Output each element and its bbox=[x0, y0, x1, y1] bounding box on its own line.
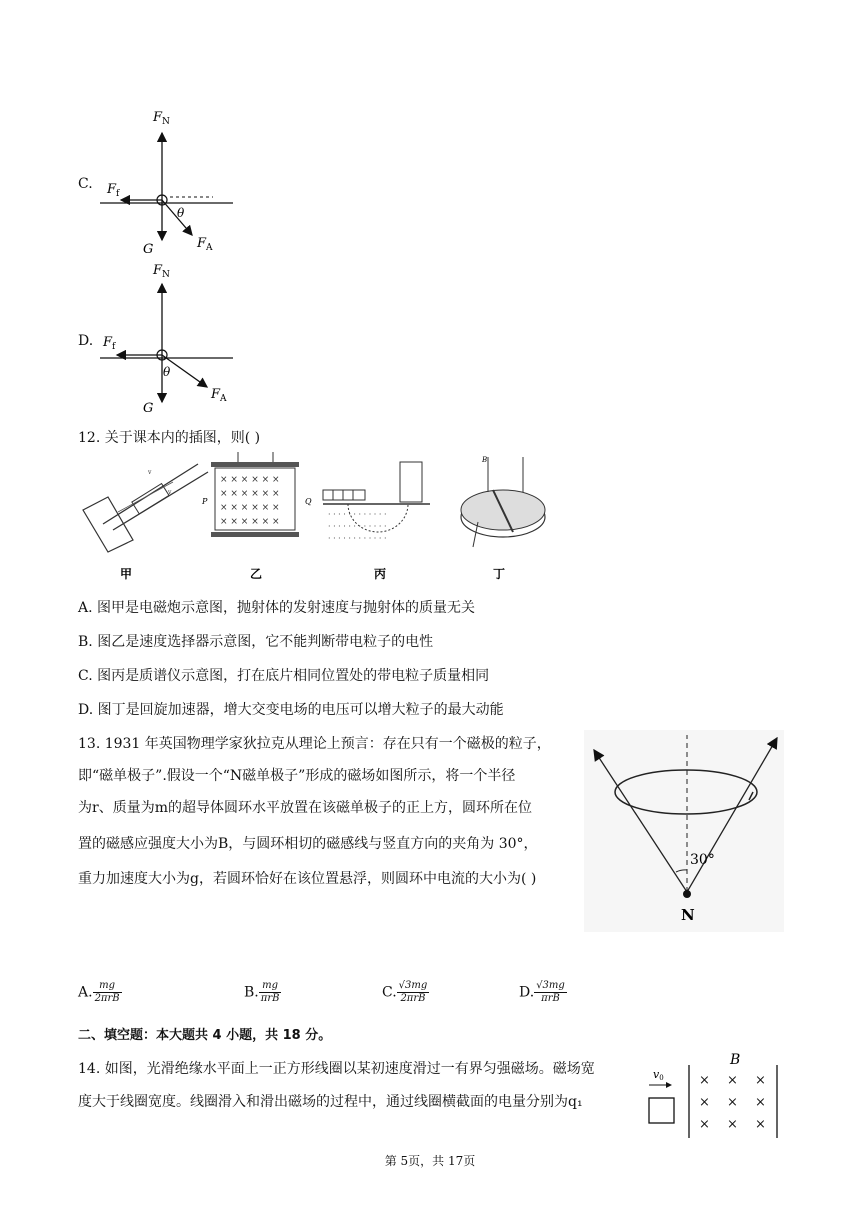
q11-option-c-force-diagram bbox=[95, 105, 245, 260]
svg-text:v: v bbox=[168, 489, 172, 496]
svg-text:×: × bbox=[755, 1095, 766, 1110]
label-bing: 丙 bbox=[374, 567, 387, 581]
svg-text:×: × bbox=[727, 1117, 738, 1132]
ff-text: F bbox=[103, 335, 113, 350]
figure-ding bbox=[461, 456, 545, 547]
svg-text:B: B bbox=[482, 456, 488, 464]
label-jia: 甲 bbox=[120, 567, 133, 581]
svg-text:×: × bbox=[699, 1095, 710, 1110]
svg-text:FA bbox=[196, 236, 213, 253]
q13-line-5: 重力加速度大小为g，若圆环恰好在该位置悬浮，则圆环中电流的大小为( ) bbox=[78, 871, 537, 887]
q11-option-d-label: D. bbox=[78, 333, 94, 349]
pole-label: N bbox=[681, 906, 695, 924]
svg-text:· · · · · · · · · · · ·: · · · · · · · · · · · · bbox=[328, 534, 387, 543]
svg-text:v0: v0 bbox=[653, 1068, 664, 1082]
fn-sub: N bbox=[162, 270, 170, 280]
fa-text: F bbox=[197, 236, 207, 251]
svg-text:P: P bbox=[202, 497, 208, 506]
svg-text:×: × bbox=[727, 1095, 738, 1110]
svg-text:×: × bbox=[699, 1117, 710, 1132]
svg-text:Ff bbox=[102, 335, 116, 352]
svg-text:· · · · · · · · · · · ·: · · · · · · · · · · · · bbox=[328, 510, 387, 519]
figure-yi bbox=[201, 452, 312, 537]
svg-text:v: v bbox=[148, 469, 152, 476]
angle-label: 30° bbox=[690, 852, 715, 868]
fn-text: F bbox=[153, 110, 163, 125]
svg-text:Ff bbox=[106, 182, 120, 199]
q13-line-4: 置的磁感应强度大小为B，与圆环相切的磁感线与竖直方向的夹角为 30°， bbox=[78, 836, 538, 852]
q13-monopole-figure bbox=[584, 730, 784, 932]
page-footer: 第 5页，共 17页 bbox=[384, 1154, 476, 1168]
g-text: G bbox=[143, 242, 154, 257]
figure-bing bbox=[323, 462, 430, 543]
fa-text: F bbox=[211, 387, 221, 402]
svg-text:×: × bbox=[755, 1073, 766, 1088]
section-heading: 二、填空题：本大题共 4 小题，共 18 分。 bbox=[78, 1028, 332, 1043]
q11-option-d-force-diagram bbox=[95, 262, 245, 422]
label-ding: 丁 bbox=[493, 567, 506, 581]
svg-text:× × × × × ×: × × × × × × bbox=[220, 517, 280, 527]
q13-option-b: B. $\frac{mg}{\text{πrB}}$ bbox=[244, 980, 280, 1004]
q12-textbook-figures bbox=[78, 452, 558, 587]
fa-sub: A bbox=[220, 394, 227, 404]
theta-text: θ bbox=[177, 206, 185, 220]
svg-text:Q: Q bbox=[305, 497, 312, 506]
q13-option-c: C. $\frac{√3mg}{\text{2πrB}}$ bbox=[382, 980, 428, 1004]
q12-option-a: A. 图甲是电磁炮示意图，抛射体的发射速度与抛射体的质量无关 bbox=[78, 600, 476, 616]
svg-text:× × × × × ×: × × × × × × bbox=[220, 475, 280, 485]
svg-text:× × × × × ×: × × × × × × bbox=[220, 489, 280, 499]
svg-text:FN bbox=[152, 110, 170, 127]
q13-line-3: 为r、质量为m的超导体圆环水平放置在该磁单极子的正上方，圆环所在位 bbox=[78, 800, 532, 816]
q12-stem: 12. 关于课本内的插图，则( ) bbox=[78, 430, 261, 446]
ff-text: F bbox=[107, 182, 117, 197]
q14-line-2: 度大于线圈宽度。线圈滑入和滑出磁场的过程中，通过线圈横截面的电量分别为q₁ bbox=[78, 1094, 583, 1110]
q12-option-b: B. 图乙是速度选择器示意图，它不能判断带电粒子的电性 bbox=[78, 634, 434, 650]
ff-sub: f bbox=[112, 342, 116, 352]
field-label: B bbox=[730, 1052, 741, 1068]
svg-text:FA bbox=[210, 387, 227, 404]
fn-sub: N bbox=[162, 117, 170, 127]
q12-option-c: C. 图丙是质谱仪示意图，打在底片相同位置处的带电粒子质量相同 bbox=[78, 668, 490, 684]
q13-line-2: 即“磁单极子”.假设一个“N磁单极子”形成的磁场如图所示，将一个半径 bbox=[78, 768, 516, 784]
q14-magnetic-field-figure bbox=[645, 1048, 785, 1140]
svg-text:×: × bbox=[755, 1117, 766, 1132]
q14-line-1: 14. 如图，光滑绝缘水平面上一正方形线圈以某初速度滑过一有界匀强磁场。磁场宽 bbox=[78, 1061, 595, 1077]
q13-line-1: 13. 1931 年英国物理学家狄拉克从理论上预言：存在只有一个磁极的粒子， bbox=[78, 736, 551, 752]
g-text: G bbox=[143, 401, 154, 416]
q13-option-a: A. $\frac{mg}{\text{2πrB}}$ bbox=[78, 980, 120, 1004]
svg-text:× × × × × ×: × × × × × × bbox=[220, 503, 280, 513]
q11-option-c-label: C. bbox=[78, 176, 93, 192]
ff-sub: f bbox=[116, 189, 120, 199]
fn-text: F bbox=[153, 263, 163, 278]
svg-text:×: × bbox=[699, 1073, 710, 1088]
theta-text: θ bbox=[163, 365, 171, 379]
figure-jia bbox=[83, 464, 208, 552]
q12-option-d: D. 图丁是回旋加速器，增大交变电场的电压可以增大粒子的最大动能 bbox=[78, 702, 504, 718]
svg-text:· · · · · · · · · · · ·: · · · · · · · · · · · · bbox=[328, 522, 387, 531]
svg-text:×: × bbox=[727, 1073, 738, 1088]
svg-text:FN bbox=[152, 263, 170, 280]
fa-sub: A bbox=[206, 243, 213, 253]
label-yi: 乙 bbox=[250, 567, 263, 581]
q13-option-d: D. $\frac{√3mg}{\text{πrB}}$ bbox=[519, 980, 565, 1004]
